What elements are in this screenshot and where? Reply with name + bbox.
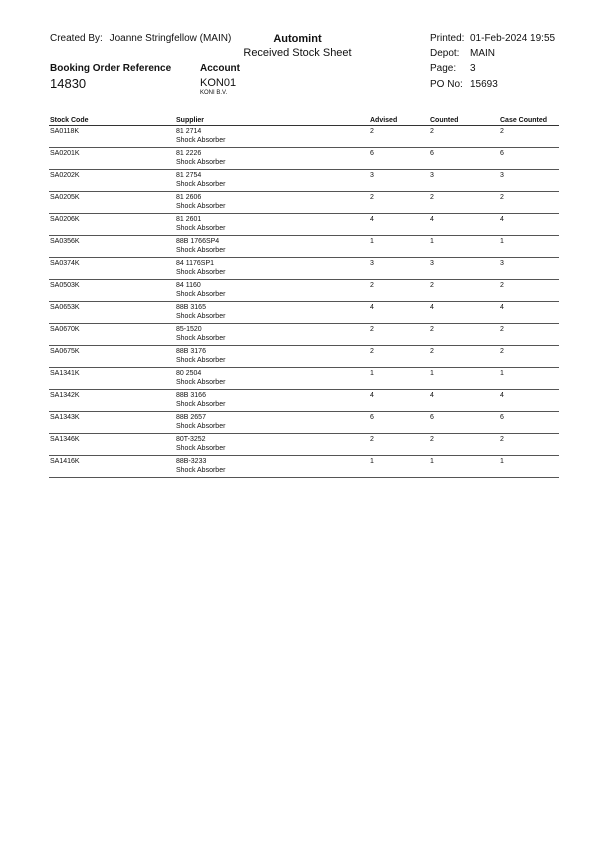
item-description: Shock Absorber [176,225,226,232]
supplier-code: 81 2601 [176,216,202,223]
case-counted-cell: 4 [499,390,559,412]
advised-cell: 2 [369,346,429,368]
advised-cell: 2 [369,280,429,302]
counted-cell: 3 [429,258,499,280]
supplier-code: 81 2714 [176,128,202,135]
supplier-code: 88B 3165 [176,304,206,311]
counted-cell: 2 [429,280,499,302]
stock-code-cell: SA0675K [49,346,175,368]
depot-label: Depot: [430,48,460,59]
table-row [49,390,559,412]
item-description: Shock Absorber [176,313,226,320]
supplier-cell [175,456,369,478]
advised-cell: 3 [369,258,429,280]
case-counted-cell: 2 [499,324,559,346]
supplier-code: 88B 2657 [176,414,206,421]
supplier-code: 80 2504 [176,370,202,377]
table-header-row [49,114,559,126]
case-counted-cell: 6 [499,148,559,170]
supplier-code: 81 2226 [176,150,202,157]
supplier-cell [175,434,369,456]
supplier-code: 88B 1766SP4 [176,238,220,245]
column-header-counted: Counted [429,114,499,126]
item-description: Shock Absorber [176,357,226,364]
supplier-cell [175,390,369,412]
advised-cell: 2 [369,324,429,346]
supplier-cell [175,214,369,236]
page-label: Page: [430,63,457,74]
supplier-cell [175,236,369,258]
advised-cell: 6 [369,148,429,170]
account-label: Account [200,63,240,74]
advised-cell: 3 [369,170,429,192]
item-description: Shock Absorber [176,269,226,276]
po-label: PO No: [430,79,463,90]
item-description: Shock Absorber [176,423,226,430]
supplier-cell [175,126,369,148]
stock-table [49,114,559,478]
created-by-value: Joanne Stringfellow (MAIN) [109,33,232,44]
table-row [49,192,559,214]
table-row [49,236,559,258]
table-row [49,280,559,302]
table-row [49,258,559,280]
table-row [49,214,559,236]
supplier-cell [175,258,369,280]
stock-code-cell: SA0202K [49,170,175,192]
table-row [49,126,559,148]
item-description: Shock Absorber [176,291,226,298]
supplier-code: 81 2754 [176,172,202,179]
case-counted-cell: 4 [499,302,559,324]
supplier-code: 88B 3166 [176,392,206,399]
account-value: KON01 [200,77,237,89]
item-description: Shock Absorber [176,159,226,166]
item-description: Shock Absorber [176,181,226,188]
counted-cell: 2 [429,192,499,214]
case-counted-cell: 4 [499,214,559,236]
item-description: Shock Absorber [176,467,226,474]
counted-cell: 6 [429,412,499,434]
supplier-cell [175,280,369,302]
depot-value: MAIN [470,48,495,59]
case-counted-cell: 6 [499,412,559,434]
supplier-cell [175,346,369,368]
counted-cell: 2 [429,346,499,368]
supplier-cell [175,368,369,390]
advised-cell: 1 [369,368,429,390]
column-header-stock-code: Stock Code [49,114,175,126]
stock-code-cell: SA1416K [49,456,175,478]
table-row [49,170,559,192]
counted-cell: 2 [429,434,499,456]
table-row [49,456,559,478]
item-description: Shock Absorber [176,445,226,452]
supplier-cell [175,170,369,192]
item-description: Shock Absorber [176,379,226,386]
table-row [49,324,559,346]
table-row [49,412,559,434]
column-header-advised: Advised [369,114,429,126]
supplier-cell [175,302,369,324]
case-counted-cell: 2 [499,126,559,148]
printed-label: Printed: [430,33,465,44]
po-value: 15693 [470,79,498,90]
case-counted-cell: 2 [499,192,559,214]
booking-order-value: 14830 [50,76,87,91]
item-description: Shock Absorber [176,137,226,144]
stock-code-cell: SA0118K [49,126,175,148]
case-counted-cell: 3 [499,170,559,192]
counted-cell: 1 [429,236,499,258]
counted-cell: 4 [429,302,499,324]
stock-code-cell: SA1343K [49,412,175,434]
supplier-code: 84 1176SP1 [176,260,215,267]
counted-cell: 3 [429,170,499,192]
counted-cell: 1 [429,456,499,478]
case-counted-cell: 3 [499,258,559,280]
case-counted-cell: 1 [499,456,559,478]
supplier-code: 81 2606 [176,194,202,201]
supplier-code: 84 1160 [176,282,201,289]
advised-cell: 4 [369,214,429,236]
booking-order-label: Booking Order Reference [50,63,172,74]
item-description: Shock Absorber [176,203,226,210]
table-row [49,148,559,170]
created-by-label: Created By: [50,33,103,44]
stock-code-cell: SA1346K [49,434,175,456]
stock-code-cell: SA0653K [49,302,175,324]
column-header-case-counted: Case Counted [499,114,559,126]
counted-cell: 4 [429,390,499,412]
stock-code-cell: SA0503K [49,280,175,302]
advised-cell: 4 [369,302,429,324]
item-description: Shock Absorber [176,401,226,408]
supplier-code: 80T-3252 [176,436,206,443]
case-counted-cell: 2 [499,434,559,456]
supplier-code: 88B-3233 [176,458,207,465]
counted-cell: 4 [429,214,499,236]
advised-cell: 1 [369,456,429,478]
case-counted-cell: 2 [499,346,559,368]
advised-cell: 2 [369,434,429,456]
item-description: Shock Absorber [176,335,226,342]
counted-cell: 6 [429,148,499,170]
counted-cell: 2 [429,324,499,346]
advised-cell: 4 [369,390,429,412]
case-counted-cell: 2 [499,280,559,302]
case-counted-cell: 1 [499,236,559,258]
stock-code-cell: SA1341K [49,368,175,390]
advised-cell: 1 [369,236,429,258]
supplier-code: 85-1520 [176,326,202,333]
counted-cell: 1 [429,368,499,390]
advised-cell: 2 [369,126,429,148]
document-subtitle: Received Stock Sheet [243,47,352,59]
printed-value: 01-Feb-2024 19:55 [470,33,556,44]
created-by [50,33,231,44]
supplier-cell [175,412,369,434]
table-row [49,368,559,390]
account-name: KONI B.V. [200,90,228,96]
supplier-cell [175,148,369,170]
case-counted-cell: 1 [499,368,559,390]
supplier-cell [175,324,369,346]
stock-code-cell: SA0356K [49,236,175,258]
supplier-code: 88B 3176 [176,348,206,355]
advised-cell: 6 [369,412,429,434]
table-row [49,302,559,324]
column-header-supplier: Supplier [175,114,369,126]
table-row [49,346,559,368]
counted-cell: 2 [429,126,499,148]
stock-code-cell: SA1342K [49,390,175,412]
table-row [49,434,559,456]
stock-code-cell: SA0670K [49,324,175,346]
document-title: Automint [273,33,322,45]
supplier-cell [175,192,369,214]
item-description: Shock Absorber [176,247,226,254]
page-value: 3 [470,63,476,74]
stock-code-cell: SA0201K [49,148,175,170]
stock-code-cell: SA0205K [49,192,175,214]
advised-cell: 2 [369,192,429,214]
stock-code-cell: SA0206K [49,214,175,236]
stock-code-cell: SA0374K [49,258,175,280]
